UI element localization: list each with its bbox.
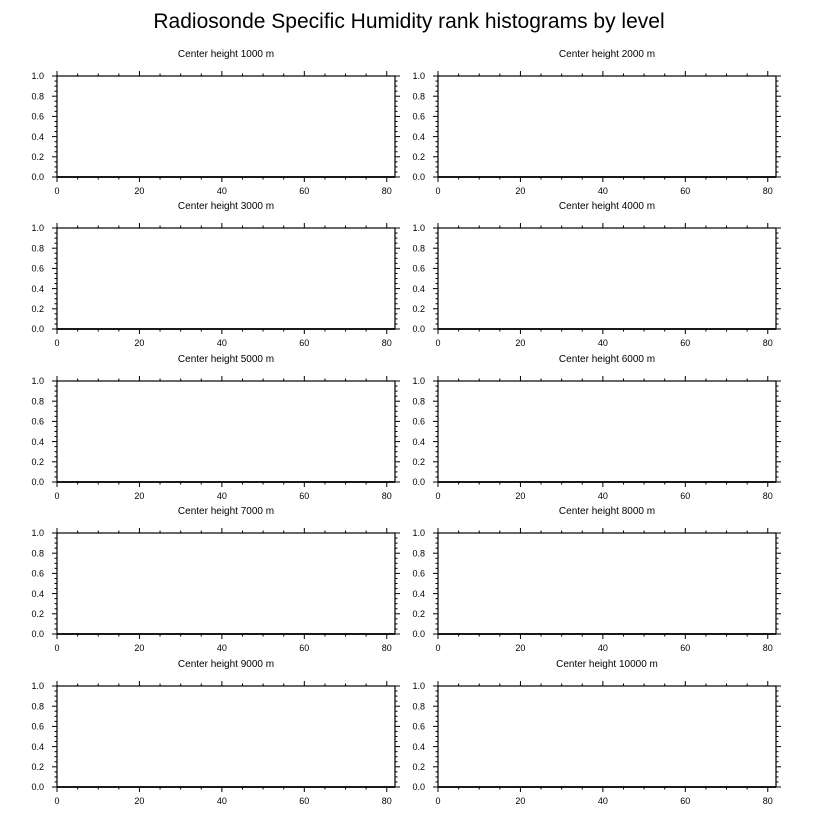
y-tick-label: 0.4 [412,283,425,294]
panel-9 [31,659,400,806]
y-tick-label: 0.6 [412,263,425,274]
y-tick-label: 0.6 [31,568,44,579]
x-tick-label: 80 [381,796,392,806]
y-tick-label: 1.0 [412,528,425,539]
y-tick-label: 1.0 [412,376,425,387]
x-tick-label: 80 [381,643,392,653]
plot-frame [57,533,395,634]
x-tick-label: 60 [680,186,691,196]
x-tick-label: 20 [134,796,145,806]
x-tick-label: 20 [515,796,526,806]
plot-frame [438,686,776,787]
panel-4 [412,201,781,348]
x-tick-label: 80 [762,491,773,501]
x-tick-label: 60 [680,338,691,348]
x-tick-label: 60 [299,643,310,653]
plot-frame [438,381,776,482]
y-tick-label: 0.8 [412,243,425,254]
y-tick-label: 0.0 [31,477,44,488]
y-tick-label: 0.4 [31,741,44,752]
x-tick-label: 0 [435,491,441,501]
y-tick-label: 0.4 [31,131,44,142]
y-tick-label: 0.8 [31,701,44,712]
y-tick-label: 0.8 [412,548,425,559]
x-tick-label: 40 [216,338,227,348]
y-tick-label: 1.0 [412,681,425,692]
panel-title: Center height 5000 m [177,354,275,365]
x-tick-label: 80 [762,338,773,348]
y-tick-label: 0.2 [31,762,44,772]
y-tick-label: 0.8 [31,548,44,559]
y-tick-label: 0.2 [412,762,425,772]
y-tick-label: 0.0 [412,477,425,488]
y-tick-label: 0.6 [412,416,425,427]
y-tick-label: 0.4 [412,131,425,142]
y-tick-label: 0.8 [31,243,44,254]
y-tick-label: 0.6 [412,568,425,579]
y-tick-label: 1.0 [31,681,44,692]
y-tick-label: 0.0 [412,629,425,640]
panel-1 [31,49,400,196]
y-tick-label: 0.2 [412,152,425,162]
panel-title: Center height 7000 m [177,506,275,517]
x-tick-label: 60 [299,186,310,196]
y-tick-label: 0.2 [31,609,44,619]
panel-6 [412,354,781,501]
x-tick-label: 60 [680,643,691,653]
x-tick-label: 80 [381,338,392,348]
x-tick-label: 0 [435,643,441,653]
y-tick-label: 0.2 [412,609,425,619]
y-tick-label: 0.0 [412,782,425,793]
y-tick-label: 0.6 [31,111,44,122]
x-tick-label: 40 [597,796,608,806]
x-tick-label: 40 [597,643,608,653]
y-tick-label: 0.6 [31,416,44,427]
panel-5 [31,354,400,501]
y-tick-label: 0.0 [31,172,44,183]
y-tick-label: 0.6 [412,111,425,122]
x-tick-label: 60 [680,796,691,806]
x-tick-label: 60 [299,796,310,806]
y-tick-label: 0.4 [412,741,425,752]
plot-frame [57,76,395,177]
x-tick-label: 80 [762,796,773,806]
plot-frame [57,381,395,482]
x-tick-label: 60 [299,338,310,348]
x-tick-label: 20 [134,491,145,501]
x-tick-label: 0 [435,186,441,196]
x-tick-label: 60 [299,491,310,501]
y-tick-label: 0.4 [31,436,44,447]
panel-7 [31,506,400,653]
y-tick-label: 0.0 [412,324,425,335]
x-tick-label: 60 [680,491,691,501]
panel-title: Center height 4000 m [558,201,656,212]
y-tick-label: 0.6 [31,263,44,274]
panel-title: Center height 2000 m [558,49,656,60]
panel-title: Center height 6000 m [558,354,656,365]
x-tick-label: 80 [762,643,773,653]
x-tick-label: 20 [134,186,145,196]
y-tick-label: 0.2 [31,457,44,467]
x-tick-label: 40 [216,186,227,196]
y-tick-label: 0.4 [31,588,44,599]
x-tick-label: 0 [54,643,60,653]
panel-10 [412,659,781,806]
y-tick-label: 1.0 [31,528,44,539]
y-tick-label: 0.2 [31,304,44,314]
y-tick-label: 0.0 [31,782,44,793]
panel-title: Center height 10000 m [556,659,658,670]
x-tick-label: 0 [54,491,60,501]
x-tick-label: 20 [515,186,526,196]
x-tick-label: 0 [435,338,441,348]
plot-frame [438,533,776,634]
panel-8 [412,506,781,653]
figure-title: Radiosonde Specific Humidity rank histograms by level [153,10,665,33]
panel-2 [412,49,781,196]
x-tick-label: 20 [515,491,526,501]
y-tick-label: 0.8 [31,91,44,102]
y-tick-label: 1.0 [31,223,44,234]
x-tick-label: 80 [762,186,773,196]
y-tick-label: 0.2 [412,304,425,314]
plot-frame [57,686,395,787]
y-tick-label: 0.8 [412,91,425,102]
x-tick-label: 20 [134,643,145,653]
y-tick-label: 0.8 [31,396,44,407]
x-tick-label: 20 [515,338,526,348]
y-tick-label: 1.0 [412,71,425,82]
x-tick-label: 20 [515,643,526,653]
y-tick-label: 0.2 [31,152,44,162]
panel-title: Center height 9000 m [177,659,275,670]
y-tick-label: 0.0 [31,629,44,640]
x-tick-label: 0 [54,338,60,348]
y-tick-label: 0.0 [412,172,425,183]
y-tick-label: 0.4 [412,436,425,447]
x-tick-label: 40 [216,796,227,806]
plot-frame [438,228,776,329]
x-tick-label: 0 [54,186,60,196]
panel-3 [31,201,400,348]
x-tick-label: 20 [134,338,145,348]
panel-title: Center height 1000 m [177,49,275,60]
y-tick-label: 0.0 [31,324,44,335]
y-tick-label: 0.4 [412,588,425,599]
y-tick-label: 0.4 [31,283,44,294]
y-tick-label: 1.0 [31,71,44,82]
x-tick-label: 40 [597,186,608,196]
plot-frame [438,76,776,177]
y-tick-label: 0.6 [31,721,44,732]
x-tick-label: 40 [216,491,227,501]
x-tick-label: 0 [435,796,441,806]
x-tick-label: 40 [597,491,608,501]
panel-title: Center height 3000 m [177,201,275,212]
x-tick-label: 40 [597,338,608,348]
x-tick-label: 40 [216,643,227,653]
x-tick-label: 0 [54,796,60,806]
y-tick-label: 0.2 [412,457,425,467]
panel-title: Center height 8000 m [558,506,656,517]
x-tick-label: 80 [381,491,392,501]
plot-frame [57,228,395,329]
y-tick-label: 0.8 [412,701,425,712]
y-tick-label: 0.6 [412,721,425,732]
x-tick-label: 80 [381,186,392,196]
y-tick-label: 1.0 [412,223,425,234]
y-tick-label: 1.0 [31,376,44,387]
y-tick-label: 0.8 [412,396,425,407]
